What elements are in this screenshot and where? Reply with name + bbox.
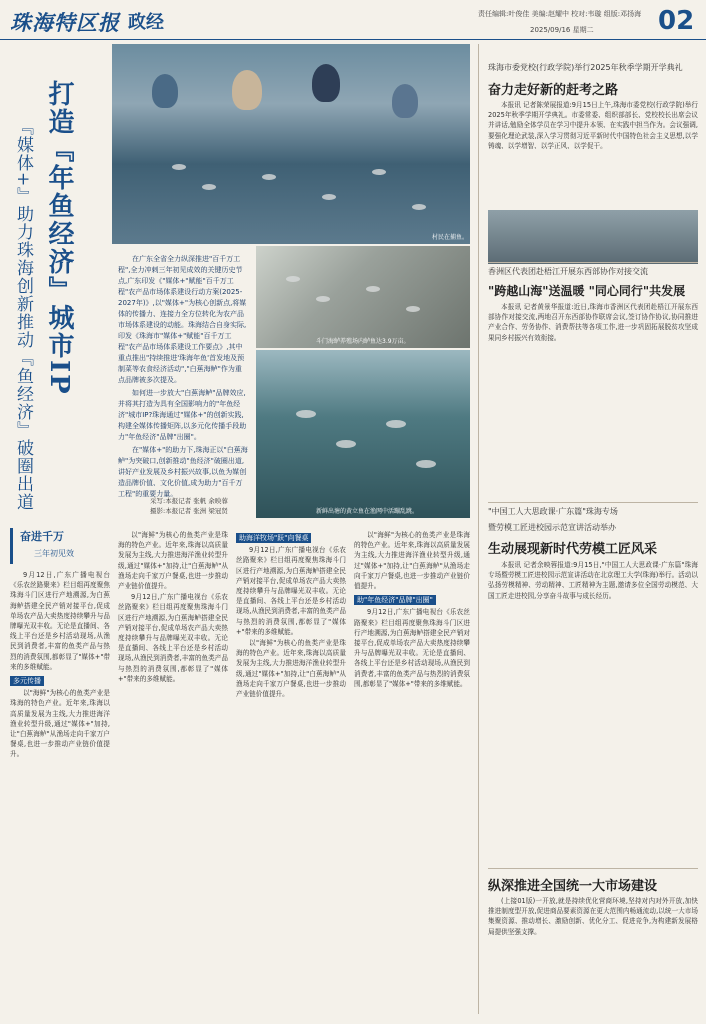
masthead	[0, 0, 706, 40]
article-headline: 奋力走好新的赶考之路	[488, 83, 619, 98]
body-column	[354, 530, 470, 1010]
column-divider	[478, 44, 479, 1014]
article-body	[488, 560, 698, 860]
article-divider	[488, 262, 698, 263]
ceremony-photo	[488, 210, 698, 264]
body-column	[10, 570, 110, 1010]
article-headline: "跨越山海"送温暖 "同心同行"共发展	[488, 284, 686, 298]
article-body	[488, 896, 698, 1014]
article-headline: 生动展现新时代劳模工匠风采	[488, 542, 658, 557]
feature-subheadline: 『媒体+』助力珠海创新推动『鱼经济』破圈出道	[13, 118, 33, 512]
body-paragraph: 9月12日,广东广播电视台《乐农丝路聚来》栏目组再度聚焦珠海斗门区进行产地溯源,为白蕉海鲈搭建全民产销对接平台,促成单场农产品大卖热度持续攀升与品牌曝光双丰收。无论是直播间、各线上平台还是乡村活动现场,从渔民到消费者,丰富的鱼类产品与热烈的消费氛围,都彰显了"媒体+"带来的多维赋能。	[354, 608, 470, 688]
body-column	[236, 530, 346, 1010]
photo-caption: 斗门海鲈养殖场内鲈鱼达3.9万亩。	[316, 338, 410, 345]
subheading: 助"年鱼经济"品牌"出圈"	[354, 595, 436, 605]
editor-credits: 责任编辑:叶俊佳 美编:赵耀中 校对:韦璇 组版:邓扬海	[478, 10, 642, 18]
series-subtitle: 三年初见效	[34, 549, 74, 558]
fish-pond-photo	[256, 246, 470, 348]
subheading: 助海洋牧场"跃"向餐桌	[236, 533, 311, 543]
body-paragraph: 9月12日,广东广播电视台《乐农丝路聚来》栏目组再度聚焦珠海斗门区进行产地溯源,为白蕉海鲈搭建全民产销对接平台,促成单场农产品大卖热度持续攀升与品牌曝光双丰收。无论是直播间、各线上平台还是乡村活动现场,从渔民到消费者,丰富的鱼类产品与热烈的消费氛围,都彰显了"媒体+"带来的多维赋能。	[10, 571, 110, 671]
article-headline: 纵深推进全国统一大市场建设	[488, 879, 658, 894]
subheading: 多元传播	[10, 676, 44, 686]
article-kicker: 暨劳模工匠进校园示范宣讲活动举办	[488, 523, 616, 532]
article-body	[488, 100, 698, 200]
feature-headline: 打造『年鱼经济』城市IP	[44, 80, 74, 396]
lead-paragraph: 在广东全省全力纵深推进"百千万工程",全力冲刺三年初见成效的关键历史节点,广东印发《"媒体+"赋能"百千万工程"农产品市场体系建设行动方案(2025-2027年)》,以"媒体+"为核心创新点,将媒体的传播力、连接力全方位转化为农产品市场体系建设的动能。珠海结合自身实际,印发《珠海市"媒体+"赋能"百千万工程"农产品市场体系建设工作要点》,其中重点推出"持续推进'珠海年鱼'首发地及预制菜等农食经济活动","白蕉海鲈"作为重点品牌被多次提及。	[118, 255, 247, 384]
article-divider	[488, 502, 698, 503]
article-divider	[488, 868, 698, 869]
lead-paragraph: 如何进一步放大"白蕉海鲈"品牌效应,并将其打造为具有全国影响力的"年鱼经济"城市IP?珠海通过"媒体+"的创新实践,构建全媒体传播矩阵,以多元化传播手段助力"年鱼经济"品牌"出圈"。	[118, 389, 247, 441]
fishing-photo	[112, 44, 470, 244]
body-paragraph: 以"海鲜"为核心的鱼类产业是珠海的特色产业。近年来,珠海以高质量发展为主线,大力推进海洋渔业转型升级,通过"媒体+"加持,让"白蕉海鲈"从渔场走向千家万户餐桌,也进一步推动产业链价值提升。	[10, 689, 110, 759]
page-number: 02	[658, 6, 695, 36]
article-kicker: "中国工人大思政课·广东篇"珠海专场	[488, 507, 618, 516]
byline: 采写:本报记者 张帆 余映蓉 摄影:本报记者 张洲 梁冠贤	[150, 497, 228, 515]
body-paragraph: (上接01版)一开放,就是持续优化营商环境,坚持对内对外开放,加快推进制度型开放,促进商品要素资源在更大范围内畅通流动,以统一大市场集聚资源、推动增长、激励创新、优化分工、促进竞争,为构建新发展格局提供坚强支撑。	[488, 897, 698, 936]
photo-caption: 新鲜出塘的黄立鱼在渔网中活蹦乱跳。	[316, 508, 419, 515]
article-kicker: 香洲区代表团赴梧江开展东西部协作对接交流	[488, 267, 648, 276]
body-paragraph: 本报讯 记者陈荣展报道:9月15日上午,珠海市委党校(行政学院)举行2025年秋季学期开学典礼。市委常委、组织部部长、党校校长出席会议并讲话,勉励全体学员在学习中提升本领、在实践中担当作为。会议强调,要强化理论武装,深入学习贯彻习近平新时代中国特色社会主义思想,以学铸魂、以学增智、以学正风、以学促干。	[488, 101, 698, 150]
body-paragraph: 以"海鲜"为核心的鱼类产业是珠海的特色产业。近年来,珠海以高质量发展为主线,大力推进海洋渔业转型升级,通过"媒体+"加持,让"白蕉海鲈"从渔场走向千家万户餐桌,也进一步推动产业链价值提升。	[118, 531, 228, 591]
body-paragraph: 本报讯 记者余映蓉报道:9月15日,"中国工人大思政课·广东篇"珠海专场暨劳模工匠进校园示范宣讲活动在北京理工大学(珠海)举行。活动以弘扬劳模精神、劳动精神、工匠精神为主题,邀请多位全国劳动模范、大国工匠走进校园,分享奋斗故事与成长经历。	[488, 561, 698, 600]
body-paragraph: 以"海鲜"为核心的鱼类产业是珠海的特色产业。近年来,珠海以高质量发展为主线,大力推进海洋渔业转型升级,通过"媒体+"加持,让"白蕉海鲈"从渔场走向千家万户餐桌,也进一步推动产业链价值提升。	[354, 531, 470, 591]
body-paragraph: 以"海鲜"为核心的鱼类产业是珠海的特色产业。近年来,珠海以高质量发展为主线,大力推进海洋渔业转型升级,通过"媒体+"加持,让"白蕉海鲈"从渔场走向千家万户餐桌,也进一步推动产业链价值提升。	[236, 639, 346, 699]
newspaper-logo: 珠海特区报	[10, 10, 120, 35]
fish-net-photo	[256, 350, 470, 518]
article-kicker: 珠海市委党校(行政学院)举行2025年秋季学期开学典礼	[488, 63, 683, 72]
article-body	[488, 302, 698, 498]
section-title: 政经	[128, 12, 164, 33]
body-paragraph: 9月12日,广东广播电视台《乐农丝路聚来》栏目组再度聚焦珠海斗门区进行产地溯源,为白蕉海鲈搭建全民产销对接平台,促成单场农产品大卖热度持续攀升与品牌曝光双丰收。无论是直播间、各线上平台还是乡村活动现场,从渔民到消费者,丰富的鱼类产品与热烈的消费氛围,都彰显了"媒体+"带来的多维赋能。	[236, 546, 346, 636]
feature-lead	[118, 254, 248, 502]
series-title: 奋进千万	[20, 530, 64, 543]
photo-caption: 村民在捕鱼。	[432, 234, 469, 241]
lead-paragraph: 在"媒体+"的助力下,珠海正以"白蕉海鲈"为突破口,创新推动"鱼经济"破圈出道,讲好产业发展及乡村振兴故事,以鱼为媒创造品牌价值、文化价值,成为助力"百千万工程"的重要力量。	[118, 446, 248, 498]
body-paragraph: 本报讯 记者黄景华报道:近日,珠海市香洲区代表团赴梧江开展东西部协作对接交流,两地召开东西部协作联席会议,签订协作协议,协同推进产业合作、劳务协作、消费帮扶等各项工作,进一步巩固拓展脱贫攻坚成果同乡村振兴有效衔接。	[488, 303, 698, 342]
issue-date: 2025/09/16 星期二	[530, 26, 594, 34]
body-column	[118, 530, 228, 1010]
body-paragraph: 9月12日,广东广播电视台《乐农丝路聚来》栏目组再度聚焦珠海斗门区进行产地溯源,为白蕉海鲈搭建全民产销对接平台,促成单场农产品大卖热度持续攀升与品牌曝光双丰收。无论是直播间、各线上平台还是乡村活动现场,从渔民到消费者,丰富的鱼类产品与热烈的消费氛围,都彰显了"媒体+"带来的多维赋能。	[118, 593, 228, 683]
